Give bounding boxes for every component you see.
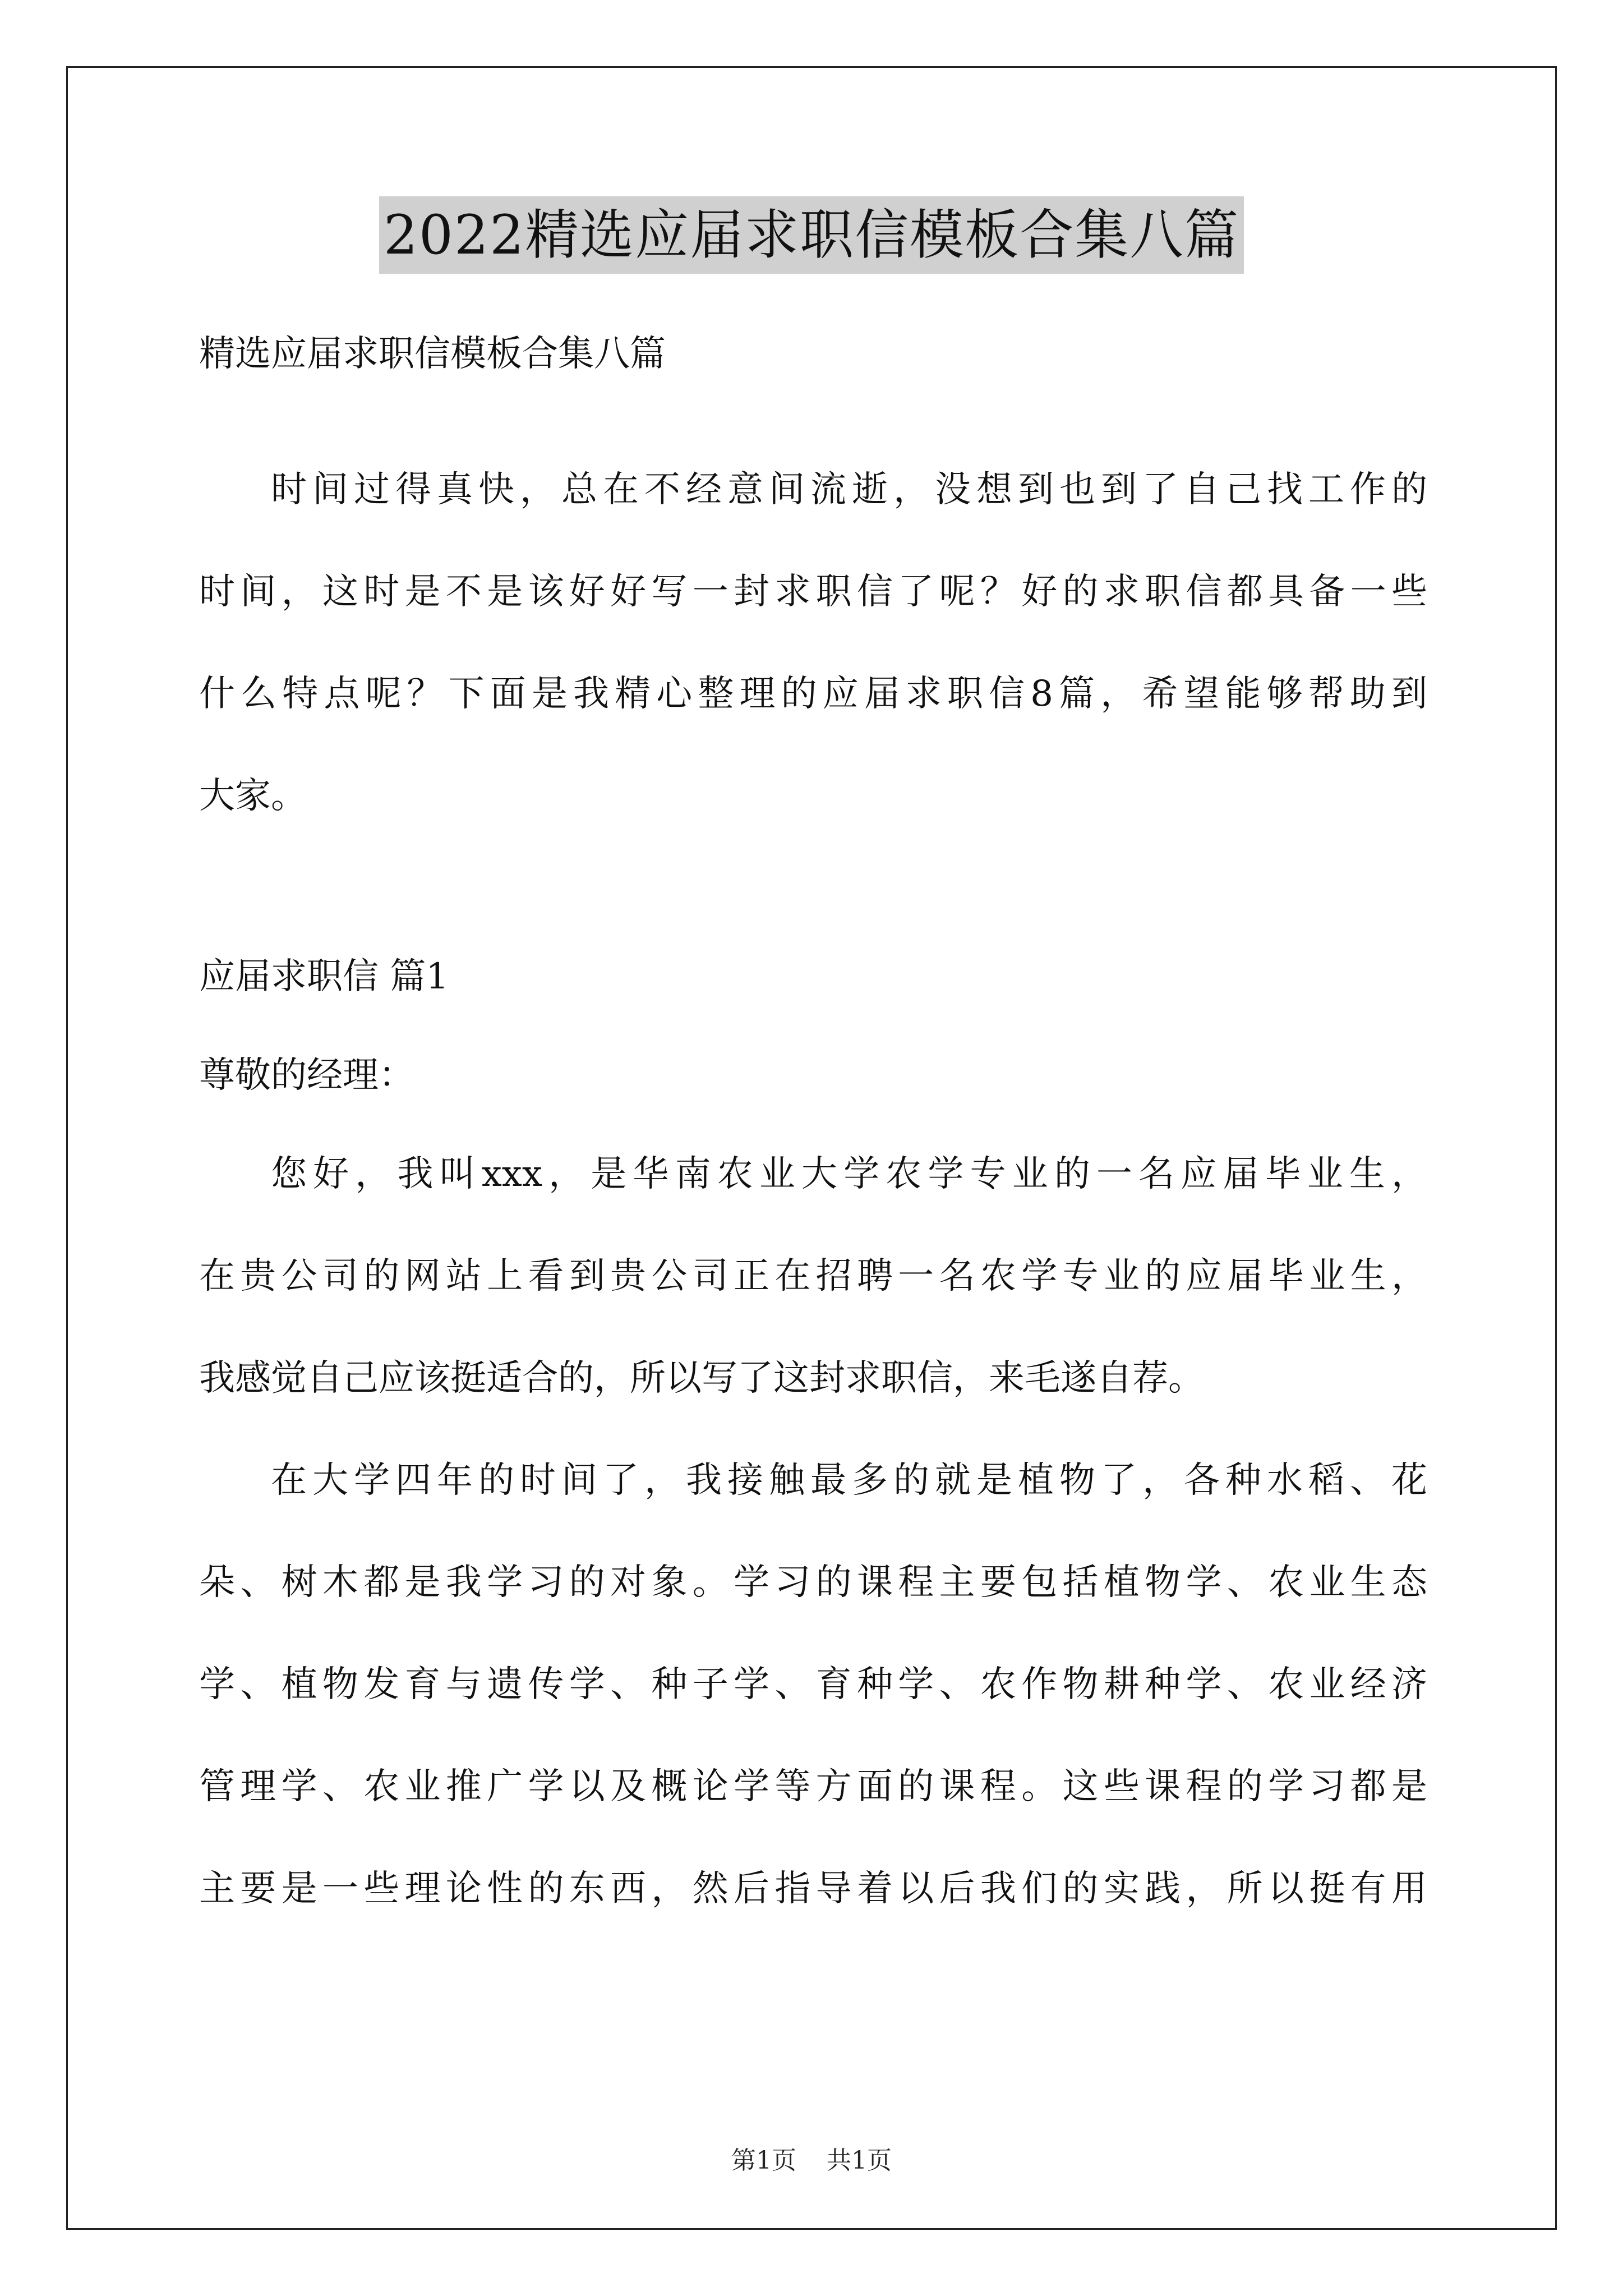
section-heading: 应届求职信 篇1 <box>199 956 449 997</box>
paragraph-line: 时间过得真快，总在不经意间流逝，没想到也到了自己找工作的 <box>271 469 1427 510</box>
paragraph-line: 大家。 <box>199 775 307 817</box>
paragraph-line: 在大学四年的时间了，我接触最多的就是植物了，各种水稻、花 <box>271 1460 1427 1501</box>
paragraph-line: 在贵公司的网站上看到贵公司正在招聘一名农学专业的应届毕业生， <box>199 1255 1427 1297</box>
paragraph-line: 我感觉自己应该挺适合的，所以写了这封求职信，来毛遂自荐。 <box>199 1358 1204 1399</box>
page-total: 共1页 <box>827 2146 892 2175</box>
paragraph-line: 时间，这时是不是该好好写一封求职信了呢？好的求职信都具备一些 <box>199 571 1427 613</box>
paragraph-1 <box>199 1123 1427 1429</box>
title-container <box>0 196 1623 274</box>
page-footer <box>0 2140 1623 2176</box>
page-number: 第1页 <box>731 2146 796 2175</box>
document-title: 2022精选应届求职信模板合集八篇 <box>379 196 1244 274</box>
paragraph-line: 朵、树木都是我学习的对象。学习的课程主要包括植物学、农业生态 <box>199 1562 1427 1603</box>
document-body <box>199 303 1427 1940</box>
paragraph-2 <box>199 1429 1427 1940</box>
paragraph-line: 管理学、农业推广学以及概论学等方面的课程。这些课程的学习都是 <box>199 1766 1427 1807</box>
paragraph-line: 您好，我叫xxx，是华南农业大学农学专业的一名应届毕业生， <box>271 1153 1427 1195</box>
salutation: 尊敬的经理： <box>199 1055 414 1096</box>
paragraph-line: 学、植物发育与遗传学、种子学、育种学、农作物耕种学、农业经济 <box>199 1664 1427 1705</box>
paragraph-line: 什么特点呢？下面是我精心整理的应届求职信8篇，希望能够帮助到 <box>199 673 1427 715</box>
subtitle: 精选应届求职信模板合集八篇 <box>199 333 666 375</box>
paragraph-line: 主要是一些理论性的东西，然后指导着以后我们的实践，所以挺有用 <box>199 1868 1427 1910</box>
intro-paragraph <box>199 439 1427 847</box>
